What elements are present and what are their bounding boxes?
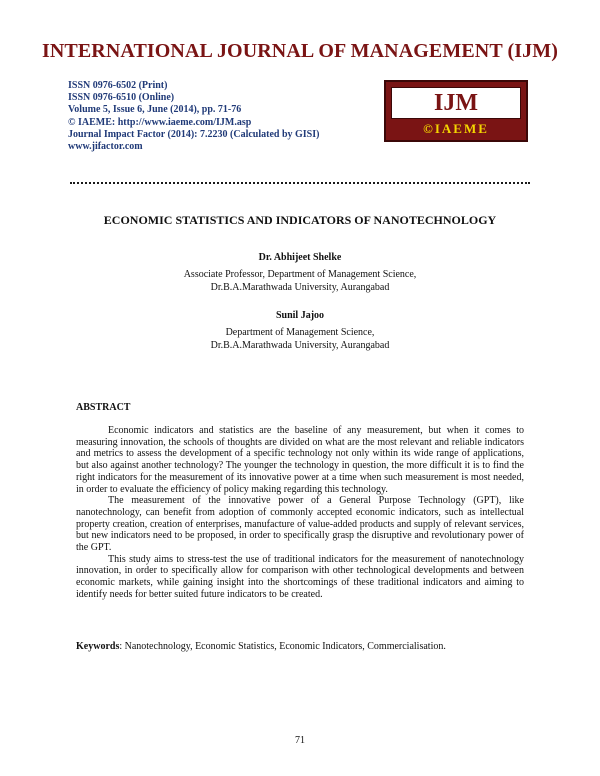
- abstract-body: [76, 425, 524, 601]
- author-name: Sunil Jajoo: [275, 310, 325, 321]
- keywords-line: [76, 641, 524, 653]
- journal-url: © IAEME: http://www.iaeme.com/IJM.asp: [68, 116, 252, 128]
- author-affiliation: Department of Management Science,: [225, 327, 375, 338]
- abstract-paragraph: This study aims to stress-test the use of traditional indicators for the measurement of nanotechnology innovation, in order to specifically allow for comparison with other technological developments and between economic markets, while gaining insight into the shortcomings of these traditional indicators and aiming to identify needs for better suited future indicators to be created.: [76, 553, 524, 600]
- journal-title: INTERNATIONAL JOURNAL OF MANAGEMENT (IJM): [42, 40, 558, 62]
- logo-sub-text: ©IAEME: [423, 121, 489, 136]
- abstract-heading: ABSTRACT: [76, 402, 131, 413]
- keywords-text: : Nanotechnology, Economic Statistics, Economic Indicators, Commercialisation.: [119, 641, 446, 652]
- author-block-1: [0, 251, 600, 294]
- keywords-label: Keywords: [76, 641, 120, 652]
- abstract-paragraph: Economic indicators and statistics are the baseline of any measurement, but when it comes to measuring innovation, the schools of thoughts are divided on what are the most relevant and reliable indicators and metrics to assess the development of a specific technology not only within its wide range of applications, but also against another technology? The younger the technology in question, the more difficult it is to find the right indicators for the measurement of its innovative power at a time when such measurement is most needed, in order to evaluate the efficiency of policy making regarding this technology.: [76, 425, 524, 495]
- author-affiliation: Associate Professor, Department of Management Science,: [183, 269, 417, 280]
- header-divider: [70, 182, 530, 184]
- journal-logo: [384, 80, 528, 142]
- issn-print: ISSN 0976-6502 (Print): [68, 80, 168, 91]
- author-affiliation: Dr.B.A.Marathwada University, Aurangabad: [210, 340, 390, 351]
- impact-factor: Journal Impact Factor (2014): 7.2230 (Calculated by GISI): [68, 128, 320, 140]
- journal-meta: [68, 80, 319, 153]
- page-number: 71: [295, 735, 305, 746]
- author-affiliation: Dr.B.A.Marathwada University, Aurangabad: [210, 282, 390, 293]
- author-name: Dr. Abhijeet Shelke: [258, 252, 342, 263]
- jifactor-link: www.jifactor.com: [68, 141, 143, 153]
- author-block-2: [0, 309, 600, 352]
- paper-title: ECONOMIC STATISTICS AND INDICATORS OF NANOTECHNOLOGY: [103, 213, 497, 227]
- abstract-paragraph: The measurement of the innovative power of a General Purpose Technology (GPT), like nanotechnology, can benefit from adoption of commonly accepted economic indicators, such as intellectual property creation, creation of enterprises, manufacture of value-added products and supply of relevant services, but new indicators need to be proposed, in order to specifically grasp the disruptive and revolutionary power of the GPT.: [76, 495, 524, 554]
- volume-issue: Volume 5, Issue 6, June (2014), pp. 71-76: [68, 104, 242, 116]
- logo-main-text: IJM: [391, 87, 521, 119]
- issn-online: ISSN 0976-6510 (Online): [68, 92, 175, 104]
